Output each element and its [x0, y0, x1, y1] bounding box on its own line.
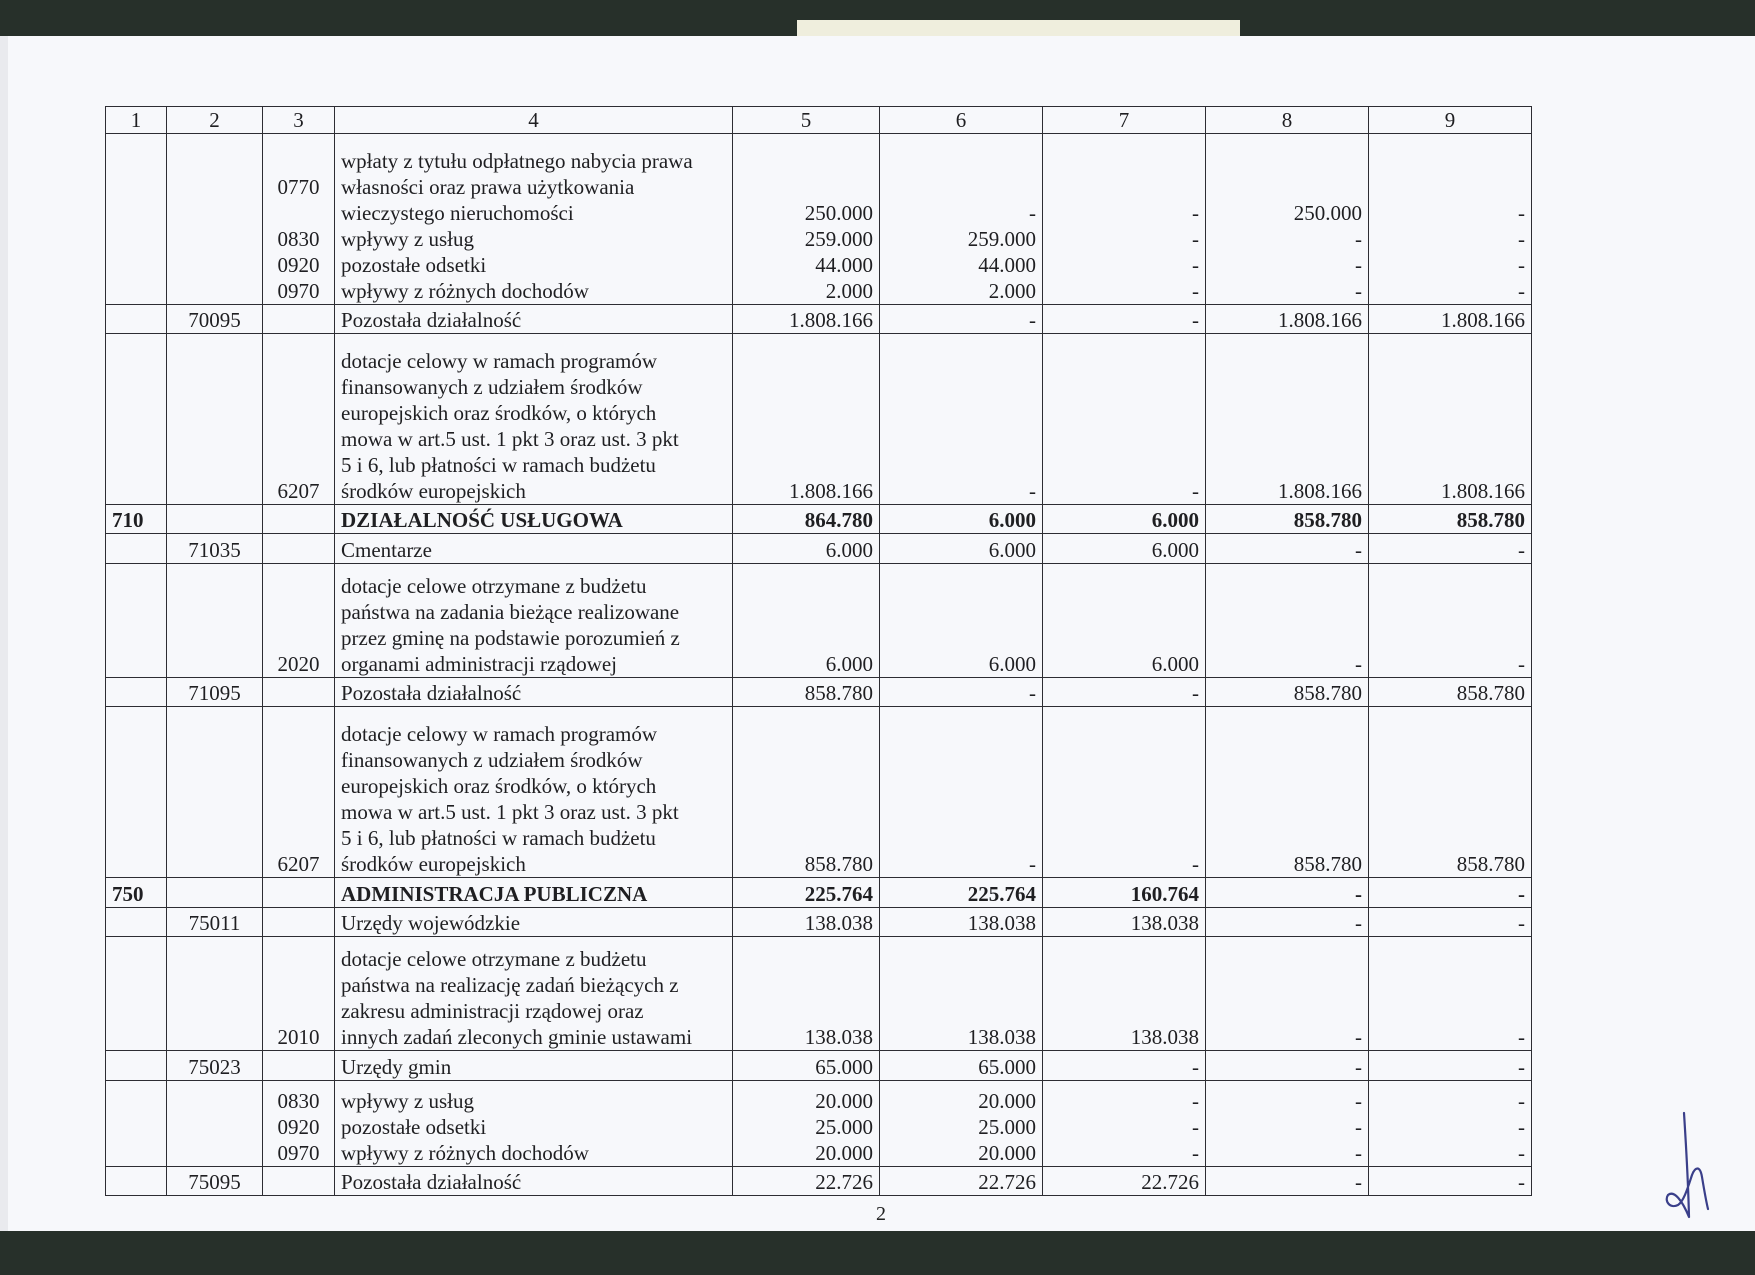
nazwa-line: Pozostała działalność: [341, 308, 522, 333]
paragraf-code: 6207: [277, 852, 320, 877]
amount-value: 6.000: [1151, 652, 1199, 677]
amount-value: 138.038: [804, 1025, 873, 1050]
nazwa-line: wpływy z różnych dochodów: [341, 1140, 589, 1165]
amount-cell-6: [880, 304, 1043, 333]
rozdzial-cell: [167, 707, 263, 878]
amount-cell-7: [1043, 134, 1206, 305]
nazwa-cell: [335, 878, 733, 907]
amount-value: 138.038: [804, 910, 873, 935]
nazwa-line: finansowanych z udziałem środków: [341, 748, 643, 773]
amount-value: -: [1029, 681, 1036, 706]
amount-value: 858.780: [1456, 508, 1525, 533]
paragraf-cell: [263, 707, 335, 878]
paragraf-cell: [263, 1051, 335, 1080]
amount-value: 44.000: [978, 252, 1036, 277]
nazwa-cell: [335, 304, 733, 333]
paragraf-code: 0830: [277, 226, 320, 251]
amount-value: -: [1192, 200, 1199, 225]
amount-cell-7: [1043, 678, 1206, 707]
column-number-9: 9: [1369, 107, 1532, 134]
amount-cell-8: [1206, 304, 1369, 333]
amount-cell-6: [880, 707, 1043, 878]
amount-cell-9: [1369, 1051, 1532, 1080]
paragraf-code: 2010: [277, 1025, 320, 1050]
amount-value: -: [1518, 652, 1525, 677]
column-number-8: 8: [1206, 107, 1369, 134]
rozdzial-row: [106, 534, 1532, 563]
dzial-cell: [106, 1166, 167, 1195]
rozdzial-cell: 75023: [167, 1051, 263, 1080]
amount-value: -: [1029, 479, 1036, 504]
nazwa-cell: [335, 936, 733, 1050]
amount-cell-6: [880, 534, 1043, 563]
nazwa-line: państwa na realizację zadań bieżących z: [341, 973, 679, 998]
nazwa-cell: [335, 907, 733, 936]
paragraf-row: [106, 334, 1532, 505]
amount-value: 6.000: [825, 652, 873, 677]
rozdzial-cell: [167, 936, 263, 1050]
amount-value: 25.000: [978, 1114, 1036, 1139]
amount-cell-9: [1369, 878, 1532, 907]
amount-value: 858.780: [804, 852, 873, 877]
page-edge: [0, 36, 8, 1231]
amount-cell-8: [1206, 1166, 1369, 1195]
dzial-cell: [106, 134, 167, 305]
nazwa-line: wpłaty z tytułu odpłatnego nabycia prawa: [341, 148, 693, 173]
nazwa-cell: [335, 707, 733, 878]
paragraf-cell: [263, 534, 335, 563]
nazwa-cell: [335, 678, 733, 707]
amount-cell-9: [1369, 678, 1532, 707]
rozdzial-row: [106, 1166, 1532, 1195]
amount-cell-6: [880, 505, 1043, 534]
amount-value: 160.764: [1130, 881, 1199, 906]
nazwa-line: Urzędy wojewódzkie: [341, 910, 521, 935]
amount-cell-8: [1206, 678, 1369, 707]
nazwa-line: Cmentarze: [341, 537, 432, 562]
amount-value: -: [1518, 1054, 1525, 1079]
amount-cell-8: [1206, 534, 1369, 563]
amount-value: 259.000: [804, 226, 873, 251]
nazwa-cell: [335, 1051, 733, 1080]
nazwa-line: przez gminę na podstawie porozumień z: [341, 626, 680, 651]
amount-value: 20.000: [978, 1088, 1036, 1113]
amount-value: -: [1518, 910, 1525, 935]
amount-cell-8: [1206, 878, 1369, 907]
amount-cell-6: [880, 907, 1043, 936]
amount-cell-8: [1206, 936, 1369, 1050]
nazwa-line: Urzędy gmin: [341, 1054, 452, 1079]
amount-cell-9: [1369, 1080, 1532, 1166]
amount-value: -: [1518, 226, 1525, 251]
amount-cell-9: [1369, 563, 1532, 677]
amount-cell-5: [733, 134, 880, 305]
paragraf-cell: [263, 1166, 335, 1195]
amount-value: 20.000: [978, 1140, 1036, 1165]
amount-cell-8: [1206, 563, 1369, 677]
amount-value: -: [1355, 1088, 1362, 1113]
amount-value: 259.000: [967, 226, 1036, 251]
dzial-cell: [106, 707, 167, 878]
dzial-cell: [106, 334, 167, 505]
amount-value: -: [1518, 1088, 1525, 1113]
nazwa-line: DZIAŁALNOŚĆ USŁUGOWA: [341, 508, 623, 533]
amount-value: 20.000: [815, 1140, 873, 1165]
amount-value: 1.808.166: [789, 479, 873, 504]
nazwa-line: dotacje celowy w ramach programów: [341, 349, 658, 374]
nazwa-line: zakresu administracji rządowej oraz: [341, 999, 644, 1024]
amount-cell-7: [1043, 304, 1206, 333]
dzial-row: [106, 878, 1532, 907]
amount-cell-5: [733, 678, 880, 707]
amount-value: -: [1192, 1114, 1199, 1139]
amount-cell-7: [1043, 534, 1206, 563]
paragraf-cell: [263, 907, 335, 936]
column-number-4: 4: [335, 107, 733, 134]
nazwa-line: Pozostała działalność: [341, 681, 522, 706]
amount-value: -: [1192, 479, 1199, 504]
amount-value: 1.808.166: [1441, 308, 1525, 333]
amount-cell-6: [880, 1080, 1043, 1166]
amount-value: 138.038: [1130, 910, 1199, 935]
paragraf-row: [106, 707, 1532, 878]
dzial-cell: [106, 1051, 167, 1080]
dzial-row: [106, 505, 1532, 534]
amount-value: 6.000: [988, 537, 1036, 562]
rozdzial-row: [106, 1051, 1532, 1080]
nazwa-cell: [335, 563, 733, 677]
amount-cell-9: [1369, 707, 1532, 878]
amount-value: -: [1029, 852, 1036, 877]
nazwa-line: 5 i 6, lub płatności w ramach budżetu: [341, 826, 656, 851]
amount-cell-7: [1043, 878, 1206, 907]
amount-value: -: [1355, 881, 1362, 906]
amount-cell-7: [1043, 1080, 1206, 1166]
nazwa-line: pozostałe odsetki: [341, 252, 487, 277]
rozdzial-row: [106, 907, 1532, 936]
amount-cell-8: [1206, 134, 1369, 305]
rozdzial-row: [106, 304, 1532, 333]
amount-value: 138.038: [967, 910, 1036, 935]
paragraf-cell: [263, 678, 335, 707]
paragraf-code: 0920: [277, 1114, 320, 1139]
amount-cell-5: [733, 304, 880, 333]
nazwa-cell: [335, 334, 733, 505]
amount-cell-7: [1043, 936, 1206, 1050]
paragraf-cell: [263, 134, 335, 305]
amount-value: 138.038: [1130, 1025, 1199, 1050]
dzial-cell: 750: [106, 878, 167, 907]
amount-value: 858.780: [1456, 852, 1525, 877]
amount-value: 858.780: [1293, 508, 1362, 533]
amount-value: -: [1518, 252, 1525, 277]
dzial-cell: [106, 907, 167, 936]
amount-value: -: [1355, 1114, 1362, 1139]
rozdzial-cell: [167, 563, 263, 677]
nazwa-line: dotacje celowe otrzymane z budżetu: [341, 947, 647, 972]
column-number-7: 7: [1043, 107, 1206, 134]
amount-value: 6.000: [988, 652, 1036, 677]
rozdzial-cell: 71095: [167, 678, 263, 707]
amount-value: -: [1355, 1025, 1362, 1050]
amount-value: -: [1192, 252, 1199, 277]
amount-cell-5: [733, 878, 880, 907]
column-number-row: [106, 107, 1532, 134]
amount-value: 6.000: [1151, 537, 1199, 562]
amount-cell-6: [880, 1166, 1043, 1195]
amount-value: 858.780: [1456, 681, 1525, 706]
nazwa-line: wieczystego nieruchomości: [341, 200, 574, 225]
amount-cell-9: [1369, 1166, 1532, 1195]
page-number: 2: [876, 1203, 886, 1225]
amount-value: -: [1355, 1054, 1362, 1079]
column-number-5: 5: [733, 107, 880, 134]
amount-value: 6.000: [1151, 508, 1199, 533]
paragraf-cell: [263, 334, 335, 505]
amount-cell-5: [733, 534, 880, 563]
nazwa-line: Pozostała działalność: [341, 1170, 522, 1194]
amount-value: 6.000: [825, 537, 873, 562]
amount-cell-9: [1369, 334, 1532, 505]
amount-cell-6: [880, 878, 1043, 907]
amount-value: -: [1192, 1054, 1199, 1079]
amount-cell-6: [880, 936, 1043, 1050]
amount-value: 858.780: [1293, 681, 1362, 706]
rozdzial-cell: 70095: [167, 304, 263, 333]
rozdzial-cell: 75011: [167, 907, 263, 936]
amount-value: 1.808.166: [789, 308, 873, 333]
amount-value: 2.000: [825, 278, 873, 303]
amount-cell-5: [733, 907, 880, 936]
amount-value: -: [1355, 278, 1362, 303]
amount-value: -: [1355, 537, 1362, 562]
amount-value: -: [1192, 852, 1199, 877]
amount-value: 858.780: [1293, 852, 1362, 877]
nazwa-cell: [335, 134, 733, 305]
amount-value: -: [1518, 200, 1525, 225]
dzial-cell: [106, 534, 167, 563]
amount-cell-6: [880, 134, 1043, 305]
amount-value: -: [1192, 1140, 1199, 1165]
amount-value: -: [1355, 652, 1362, 677]
amount-cell-5: [733, 1166, 880, 1195]
amount-cell-6: [880, 334, 1043, 505]
amount-value: -: [1192, 1088, 1199, 1113]
rozdzial-cell: [167, 1080, 263, 1166]
column-number-1: 1: [106, 107, 167, 134]
amount-value: 22.726: [815, 1170, 873, 1194]
amount-cell-9: [1369, 304, 1532, 333]
amount-value: 22.726: [1141, 1170, 1199, 1194]
amount-cell-9: [1369, 936, 1532, 1050]
amount-cell-6: [880, 678, 1043, 707]
budget-table: [105, 106, 1532, 1196]
amount-cell-7: [1043, 907, 1206, 936]
paragraf-cell: [263, 563, 335, 677]
amount-value: -: [1192, 681, 1199, 706]
paragraf-code: 0770: [277, 174, 320, 199]
amount-value: -: [1518, 278, 1525, 303]
amount-cell-7: [1043, 707, 1206, 878]
amount-cell-5: [733, 936, 880, 1050]
amount-cell-7: [1043, 505, 1206, 534]
paragraf-cell: [263, 936, 335, 1050]
amount-value: 138.038: [967, 1025, 1036, 1050]
amount-cell-6: [880, 1051, 1043, 1080]
amount-value: -: [1192, 308, 1199, 333]
amount-cell-8: [1206, 334, 1369, 505]
nazwa-line: organami administracji rządowej: [341, 652, 618, 677]
amount-cell-5: [733, 1051, 880, 1080]
nazwa-line: państwa na zadania bieżące realizowane: [341, 600, 680, 625]
dzial-cell: 710: [106, 505, 167, 534]
dzial-cell: [106, 1080, 167, 1166]
paragraf-row: [106, 134, 1532, 305]
nazwa-line: dotacje celowe otrzymane z budżetu: [341, 574, 647, 599]
rozdzial-cell: [167, 134, 263, 305]
amount-value: 44.000: [815, 252, 873, 277]
paragraf-cell: [263, 505, 335, 534]
paragraf-code: 0970: [277, 278, 320, 303]
amount-value: -: [1029, 200, 1036, 225]
amount-value: -: [1192, 226, 1199, 251]
nazwa-line: środków europejskich: [341, 852, 526, 877]
amount-value: -: [1355, 1170, 1362, 1194]
amount-cell-8: [1206, 907, 1369, 936]
nazwa-cell: [335, 505, 733, 534]
nazwa-line: innych zadań zleconych gminie ustawami: [341, 1025, 693, 1050]
amount-cell-5: [733, 505, 880, 534]
dzial-cell: [106, 563, 167, 677]
budget-table-body: [106, 134, 1532, 1196]
nazwa-line: europejskich oraz środków, o których: [341, 774, 657, 799]
amount-cell-9: [1369, 907, 1532, 936]
nazwa-cell: [335, 1080, 733, 1166]
amount-cell-8: [1206, 1051, 1369, 1080]
amount-value: 65.000: [978, 1054, 1036, 1079]
rozdzial-row: [106, 678, 1532, 707]
paragraf-cell: [263, 1080, 335, 1166]
column-number-2: 2: [167, 107, 263, 134]
amount-value: -: [1355, 226, 1362, 251]
amount-value: 1.808.166: [1278, 308, 1362, 333]
nazwa-line: ADMINISTRACJA PUBLICZNA: [341, 881, 648, 906]
amount-cell-7: [1043, 334, 1206, 505]
paragraf-row: [106, 936, 1532, 1050]
paragraf-code: 0970: [277, 1140, 320, 1165]
nazwa-line: europejskich oraz środków, o których: [341, 401, 657, 426]
paragraf-cell: [263, 878, 335, 907]
nazwa-line: wpływy z różnych dochodów: [341, 278, 589, 303]
dzial-cell: [106, 936, 167, 1050]
amount-value: -: [1518, 1025, 1525, 1050]
amount-cell-5: [733, 707, 880, 878]
paragraf-code: 2020: [277, 652, 320, 677]
column-number-6: 6: [880, 107, 1043, 134]
rozdzial-cell: [167, 505, 263, 534]
amount-cell-8: [1206, 707, 1369, 878]
amount-cell-5: [733, 1080, 880, 1166]
nazwa-cell: [335, 534, 733, 563]
dzial-cell: [106, 678, 167, 707]
nazwa-line: mowa w art.5 ust. 1 pkt 3 oraz ust. 3 pkt: [341, 427, 679, 452]
amount-cell-9: [1369, 534, 1532, 563]
nazwa-cell: [335, 1166, 733, 1195]
paragraf-row: [106, 563, 1532, 677]
amount-value: 25.000: [815, 1114, 873, 1139]
nazwa-line: pozostałe odsetki: [341, 1114, 487, 1139]
rozdzial-cell: 75095: [167, 1166, 263, 1195]
amount-value: 6.000: [988, 508, 1036, 533]
rozdzial-cell: [167, 878, 263, 907]
amount-value: 864.780: [804, 508, 873, 533]
amount-value: 858.780: [804, 681, 873, 706]
amount-value: 2.000: [988, 278, 1036, 303]
amount-cell-9: [1369, 134, 1532, 305]
amount-value: -: [1518, 1170, 1525, 1194]
rozdzial-cell: [167, 334, 263, 505]
nazwa-line: środków europejskich: [341, 479, 526, 504]
paragraf-cell: [263, 304, 335, 333]
amount-value: -: [1192, 278, 1199, 303]
amount-value: -: [1355, 910, 1362, 935]
handwritten-signature: [1662, 1105, 1712, 1225]
nazwa-line: dotacje celowy w ramach programów: [341, 722, 658, 747]
nazwa-line: 5 i 6, lub płatności w ramach budżetu: [341, 453, 656, 478]
amount-cell-8: [1206, 1080, 1369, 1166]
amount-value: 22.726: [978, 1170, 1036, 1194]
amount-value: 65.000: [815, 1054, 873, 1079]
amount-value: 250.000: [804, 200, 873, 225]
amount-value: 225.764: [804, 881, 873, 906]
dzial-cell: [106, 304, 167, 333]
amount-value: 250.000: [1293, 200, 1362, 225]
amount-cell-9: [1369, 505, 1532, 534]
amount-value: -: [1518, 1114, 1525, 1139]
amount-value: -: [1355, 252, 1362, 277]
amount-value: 1.808.166: [1278, 479, 1362, 504]
nazwa-line: finansowanych z udziałem środków: [341, 375, 643, 400]
amount-cell-8: [1206, 505, 1369, 534]
column-number-3: 3: [263, 107, 335, 134]
amount-value: 20.000: [815, 1088, 873, 1113]
amount-value: -: [1355, 1140, 1362, 1165]
amount-cell-5: [733, 563, 880, 677]
amount-cell-6: [880, 563, 1043, 677]
paragraf-code: 6207: [277, 479, 320, 504]
amount-cell-7: [1043, 1051, 1206, 1080]
paragraf-row: [106, 1080, 1532, 1166]
nazwa-line: wpływy z usług: [341, 226, 474, 251]
amount-cell-5: [733, 334, 880, 505]
amount-value: -: [1518, 537, 1525, 562]
amount-cell-7: [1043, 563, 1206, 677]
amount-value: -: [1518, 881, 1525, 906]
paragraf-code: 0830: [277, 1088, 320, 1113]
amount-value: -: [1518, 1140, 1525, 1165]
rozdzial-cell: 71035: [167, 534, 263, 563]
nazwa-line: własności oraz prawa użytkowania: [341, 174, 635, 199]
amount-value: 225.764: [967, 881, 1036, 906]
paragraf-code: 0920: [277, 252, 320, 277]
amount-cell-7: [1043, 1166, 1206, 1195]
amount-value: 1.808.166: [1441, 479, 1525, 504]
amount-value: -: [1029, 308, 1036, 333]
nazwa-line: wpływy z usług: [341, 1088, 474, 1113]
nazwa-line: mowa w art.5 ust. 1 pkt 3 oraz ust. 3 pkt: [341, 800, 679, 825]
